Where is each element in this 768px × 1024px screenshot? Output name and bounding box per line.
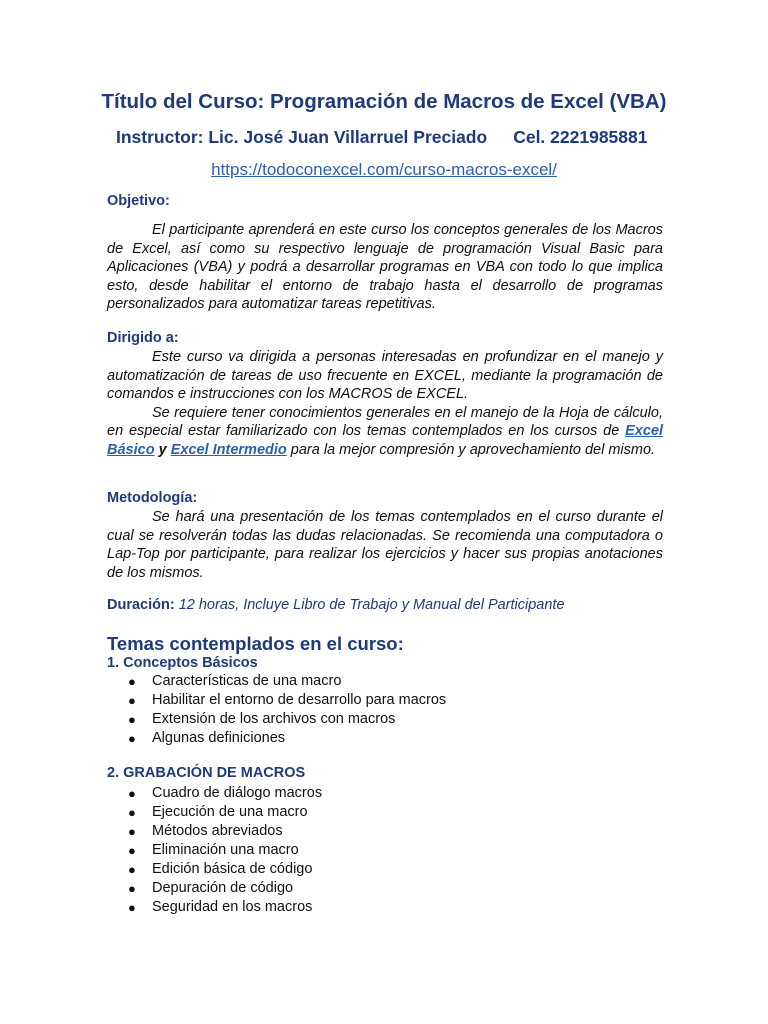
dirigido-paragraph-1: Este curso va dirigida a personas interesadas en profundizar en el manejo y automatización de tareas de uso frecuente en EXCEL, mediante la programación de comandos e instrucciones con los MACROS de EXCEL.: [107, 349, 663, 402]
metodologia-paragraph: Se hará una presentación de los temas contemplados en el curso durante el cual se resolverán todas las dudas relacionadas. Se recomienda una computadora o Lap-Top por participante, para realizar los ejercicios y hacer sus propias anotaciones de los mismos.: [107, 509, 663, 581]
list-item: ● Características de una macro: [128, 673, 342, 689]
section-1-title: 1. Conceptos Básicos: [107, 655, 258, 671]
bullet-icon: ●: [128, 862, 136, 877]
course-url-link[interactable]: https://todoconexcel.com/curso-macros-excel/: [211, 160, 557, 179]
metodologia-heading: Metodología:: [107, 490, 198, 506]
list-item: ● Depuración de código: [128, 880, 294, 896]
list-item: ● Edición básica de código: [128, 861, 313, 877]
list-item: ● Métodos abreviados: [128, 823, 283, 839]
bullet-icon: ●: [128, 881, 136, 896]
objetivo-text: [107, 221, 663, 314]
duracion-label: Duración:: [107, 597, 175, 613]
bullet-icon: ●: [128, 693, 136, 708]
metodologia-text: [107, 508, 663, 582]
list-item: ● Extensión de los archivos con macros: [128, 711, 396, 727]
objetivo-paragraph: El participante aprenderá en este curso los conceptos generales de los Macros de Excel, así como su respectivo lenguaje de programación Visual Basic para Aplicaciones (VBA) y podrá a desarrollar programas en VBA con todo lo que implica esto, desde habilitar el entorno de trabajo hasta el desarrollo de programas personalizados para automatizar tareas repetitivas.: [107, 222, 663, 312]
bullet-icon: ●: [128, 731, 136, 746]
temas-heading: Temas contemplados en el curso:: [107, 633, 404, 654]
bullet-icon: ●: [128, 712, 136, 727]
duracion-line: [107, 597, 565, 613]
dirigido-text: [107, 348, 663, 459]
section-2-list: [127, 784, 322, 917]
list-item: ● Habilitar el entorno de desarrollo para macros: [128, 692, 447, 708]
instructor-line: [116, 127, 648, 148]
conjunction-y: y: [158, 441, 167, 458]
duracion-value: 12 horas, Incluye Libro de Trabajo y Manual del Participante: [178, 597, 565, 613]
course-title: Título del Curso: Programación de Macros de Excel (VBA): [101, 90, 667, 113]
instructor-name: Instructor: Lic. José Juan Villarruel Preciado: [116, 127, 488, 147]
excel-basico-link[interactable]: Excel Básico: [107, 423, 664, 458]
bullet-icon: ●: [128, 900, 136, 915]
list-item: ● Seguridad en los macros: [128, 899, 313, 915]
objetivo-heading: Objetivo:: [107, 193, 170, 209]
excel-intermedio-link[interactable]: Excel Intermedio: [170, 441, 287, 458]
bullet-icon: ●: [128, 805, 136, 820]
section-2-title: 2. GRABACIÓN DE MACROS: [107, 765, 306, 781]
bullet-icon: ●: [128, 674, 136, 689]
dirigido-paragraph-2-start: Se requiere tener conocimientos generales en el manejo de la Hoja de cálculo, en especial estar familiarizado con los temas contemplados en los cursos de: [107, 404, 663, 439]
bullet-icon: ●: [128, 843, 136, 858]
list-item: ● Ejecución de una macro: [128, 804, 308, 820]
section-1-list: [127, 672, 446, 748]
bullet-icon: ●: [128, 786, 136, 801]
list-item: ● Algunas definiciones: [128, 730, 286, 746]
dirigido-paragraph-2-end: para la mejor compresión y aprovechamiento del mismo.: [290, 441, 656, 458]
list-item: ● Eliminación una macro: [128, 842, 299, 858]
bullet-icon: ●: [128, 824, 136, 839]
dirigido-heading: Dirigido a:: [107, 330, 179, 346]
instructor-phone: Cel. 2221985881: [513, 127, 648, 147]
list-item: ● Cuadro de diálogo macros: [128, 785, 323, 801]
